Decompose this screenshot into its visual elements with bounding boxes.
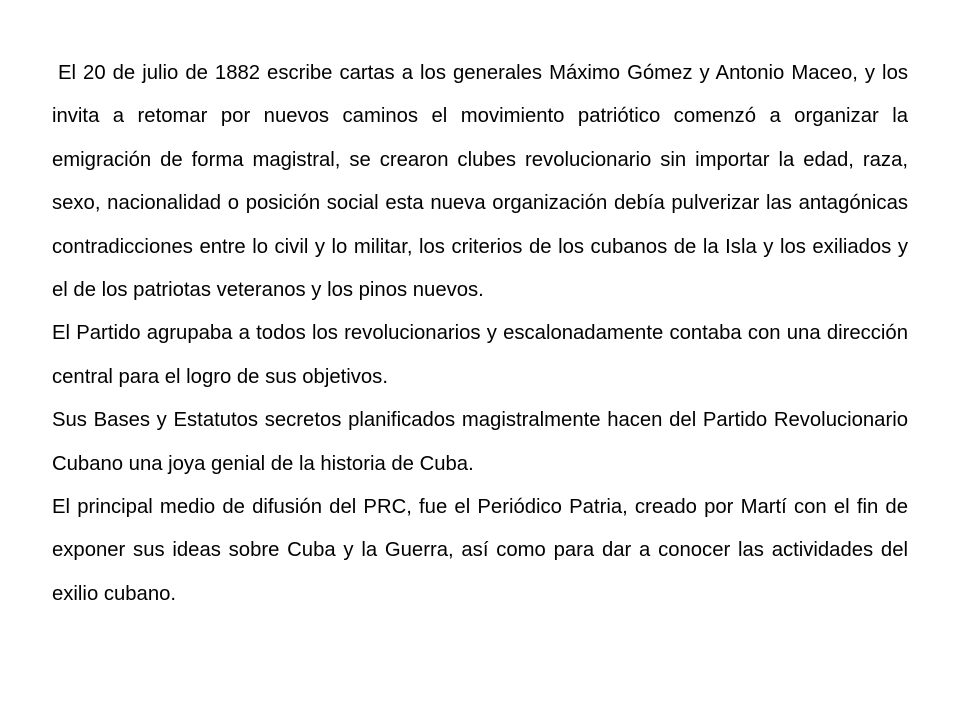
paragraph-2: El Partido agrupaba a todos los revolucionarios y escalonadamente contaba con una dirección central para el logro de sus objetivos. [52,322,908,388]
body-text [52,52,908,616]
paragraph-1: El 20 de julio de 1882 escribe cartas a los generales Máximo Gómez y Antonio Maceo, y los invita a retomar por nuevos caminos el movimiento patriótico comenzó a organizar la emigración de forma magistral, se crearon clubes revolucionario sin importar la edad, raza, sexo, nacionalidad o posición social esta nueva organización debía pulverizar las antagónicas contradicciones entre lo civil y lo militar, los criterios de los cubanos de la Isla y los exiliados y el de los patriotas veteranos y los pinos nuevos. [52,62,908,302]
paragraph-3: Sus Bases y Estatutos secretos planificados magistralmente hacen del Partido Revolucionario Cubano una joya genial de la historia de Cuba. [52,409,908,475]
paragraph-4: El principal medio de difusión del PRC, fue el Periódico Patria, creado por Martí con el fin de exponer sus ideas sobre Cuba y la Guerra, así como para dar a conocer las actividades del exilio cubano. [52,496,908,605]
